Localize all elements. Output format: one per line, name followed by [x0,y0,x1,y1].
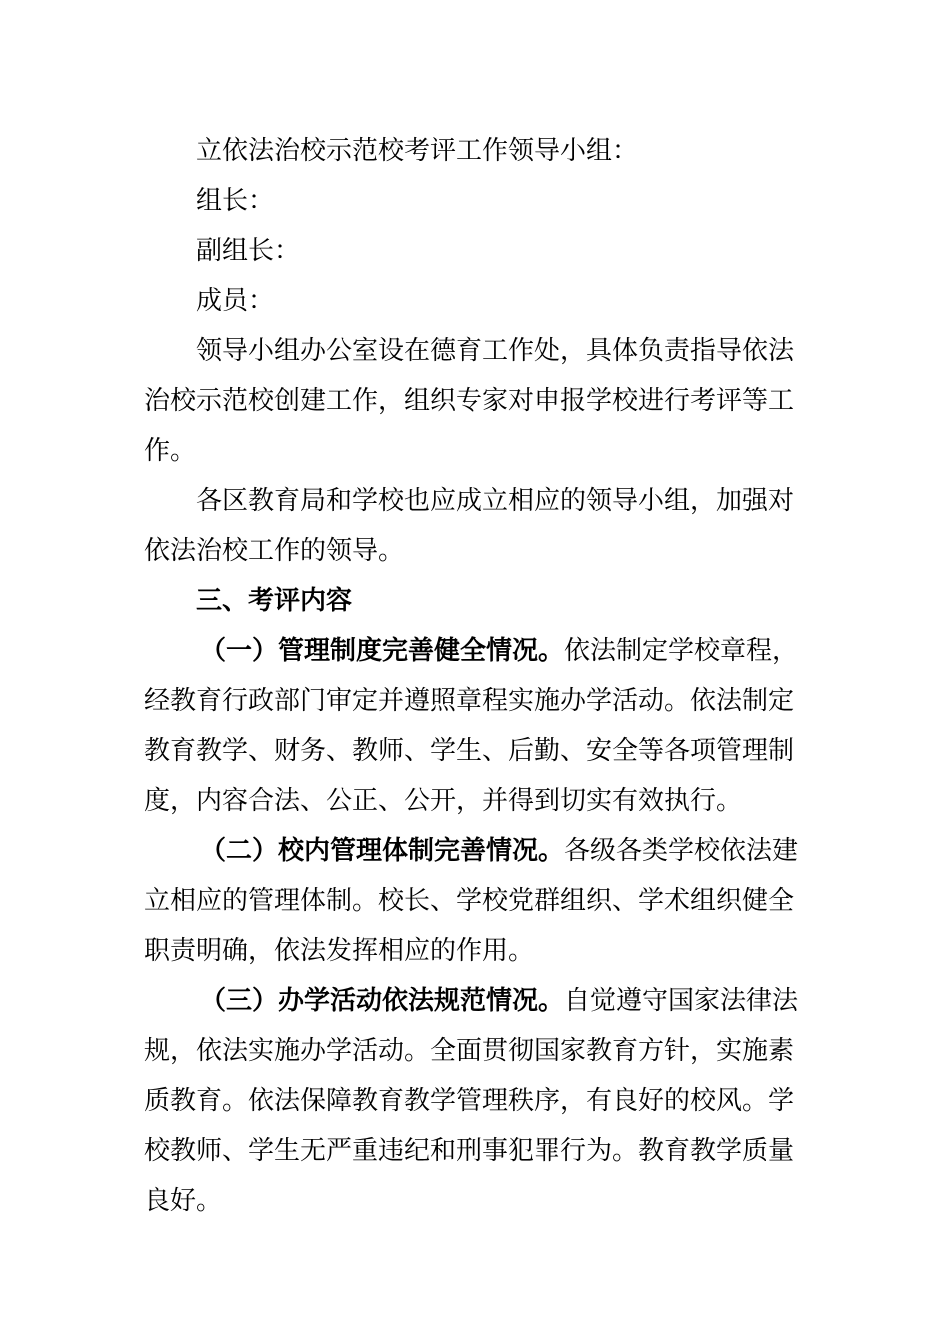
paragraph-line: 治校示范校创建工作，组织专家对申报学校进行考评等工 [144,386,795,416]
paragraph-line: 作。 [144,436,197,466]
paragraph-line: 质教育。依法保障教育教学管理秩序，有良好的校风。学 [144,1086,795,1116]
paragraph-line: 职责明确，依法发挥相应的作用。 [144,936,535,966]
office-paragraph [144,326,806,476]
paragraph-line: 立相应的管理体制。校长、学校党群组织、学术组织健全 [144,886,795,916]
item-heading: （三）办学活动依法规范情况。 [200,986,565,1016]
item-internal-management [144,826,806,976]
item-text: 各级各类学校依法建 [564,836,799,866]
item-text: 自觉遵守国家法律法 [564,986,799,1016]
item-first-line [144,976,806,1026]
item-first-line [144,826,806,876]
group-leader-label: 组长： [196,186,275,216]
item-heading: （一）管理制度完善健全情况。 [200,636,565,666]
paragraph-line: 良好。 [144,1186,223,1216]
item-heading: （二）校内管理体制完善情况。 [200,836,565,866]
document-body [144,126,806,1226]
paragraph-line: 经教育行政部门审定并遵照章程实施办学活动。依法制定 [144,686,795,716]
item-first-line [144,626,806,676]
district-paragraph [144,476,806,576]
paragraph-line: 校教师、学生无严重违纪和刑事犯罪行为。教育教学质量 [144,1136,795,1166]
paragraph-line: 各区教育局和学校也应成立相应的领导小组，加强对 [196,486,795,516]
paragraph-line: 领导小组办公室设在德育工作处，具体负责指导依法 [196,336,795,366]
item-management-system [144,626,806,826]
members-label: 成员： [196,286,275,316]
paragraph-line: 教育教学、财务、教师、学生、后勤、安全等各项管理制 [144,736,795,766]
deputy-leader-label: 副组长： [196,236,301,266]
paragraph-line: 依法治校工作的领导。 [144,536,405,566]
item-text: 依法制定学校章程， [564,636,799,666]
paragraph-line: 规，依法实施办学活动。全面贯彻国家教育方针，实施素 [144,1036,795,1066]
paragraph-line: 度，内容合法、公正、公开，并得到切实有效执行。 [144,786,743,816]
item-school-activities [144,976,806,1226]
leadership-group-intro: 立依法治校示范校考评工作领导小组： [196,136,639,166]
section-title: 三、考评内容 [196,586,353,616]
